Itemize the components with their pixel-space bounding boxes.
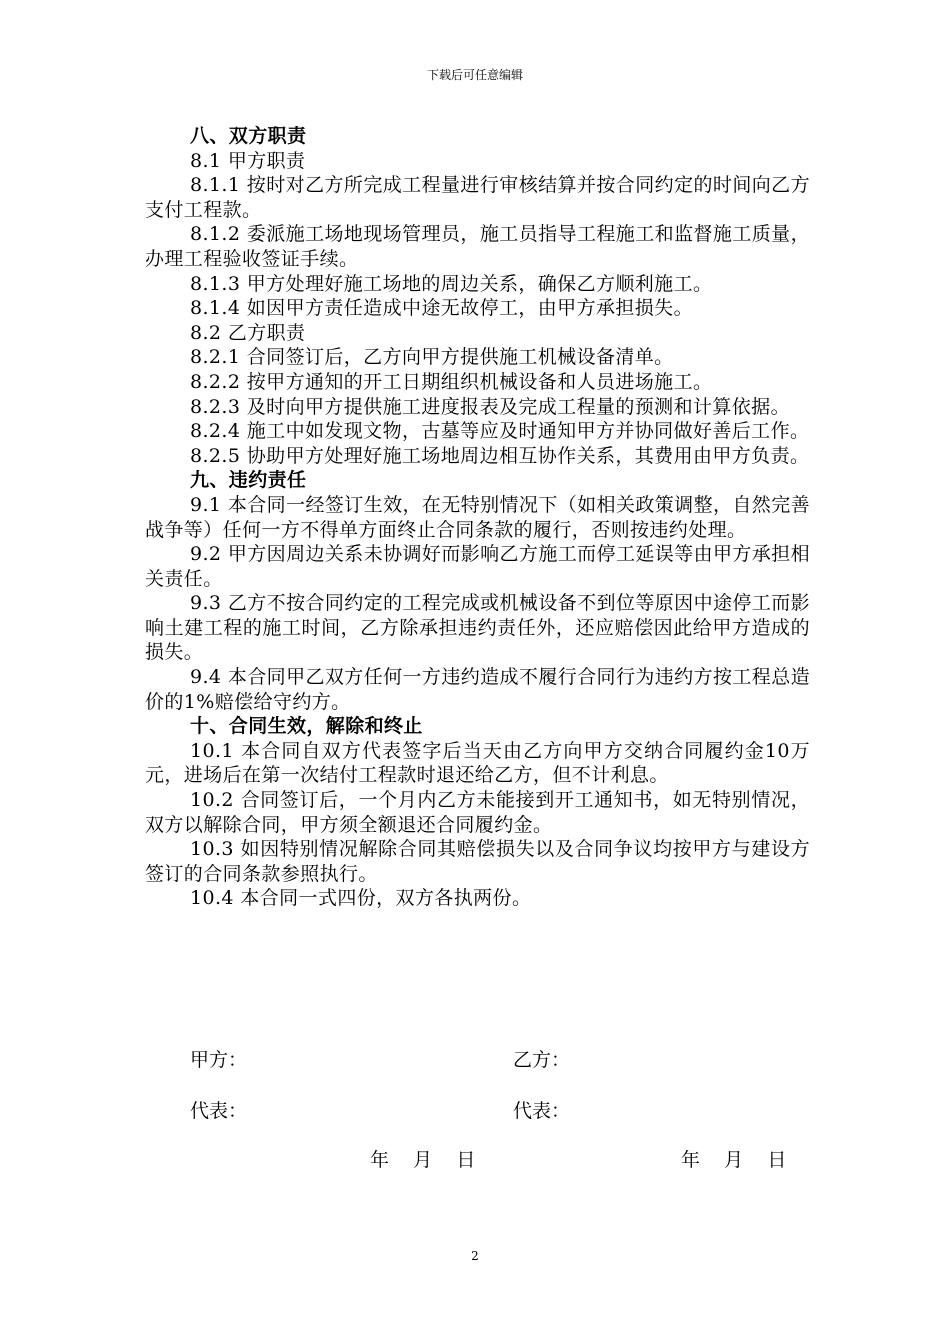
paragraph: 9.2 甲方因周边关系未协调好而影响乙方施工而停工延误等由甲方承担相关责任。 [145, 543, 810, 590]
section-heading: 九、违约责任 [190, 469, 307, 492]
paragraph: 8.2.1 合同签订后，乙方向甲方提供施工机械设备清单。 [190, 346, 674, 369]
date-b: 年 月 日 [681, 1149, 787, 1171]
page-number: 2 [471, 1249, 479, 1263]
paragraph: 8.1.2 委派施工场地现场管理员，施工员指导工程施工和监督施工质量，办理工程验收签证手续。 [145, 223, 810, 270]
party-b-label: 乙方： [513, 1049, 571, 1071]
paragraph: 9.4 本合同甲乙双方任何一方违约造成不履行合同行为违约方按工程总造价的1%赔偿给守约方。 [145, 666, 810, 713]
paragraph: 8.1.3 甲方处理好施工场地的周边关系，确保乙方顺利施工。 [190, 272, 713, 295]
paragraph: 10.3 如因特别情况解除合同其赔偿损失以及合同争议均按甲方与建设方签订的合同条款参照执行。 [145, 838, 810, 885]
paragraph: 8.1 甲方职责 [190, 149, 306, 172]
paragraph: 8.1.4 如因甲方责任造成中途无故停工，由甲方承担损失。 [190, 297, 693, 320]
document-body [145, 124, 810, 911]
paragraph: 8.2.4 施工中如发现文物，古墓等应及时通知甲方并协同做好善后工作。 [190, 420, 810, 443]
section-heading: 十、合同生效，解除和终止 [190, 715, 423, 738]
section-heading: 八、双方职责 [190, 125, 307, 147]
paragraph: 10.1 本合同自双方代表签字后当天由乙方向甲方交纳合同履约金10万元，进场后在第一次结付工程款时退还给乙方，但不计利息。 [145, 739, 810, 787]
paragraph: 8.2.3 及时向甲方提供施工进度报表及完成工程量的预测和计算依据。 [190, 395, 790, 418]
paragraph: 10.4 本合同一式四份，双方各执两份。 [190, 887, 532, 910]
paragraph: 8.2.5 协助甲方处理好施工场地周边相互协作关系，其费用由甲方负责。 [190, 444, 810, 467]
page-header: 下载后可任意编辑 [426, 68, 523, 82]
paragraph: 9.1 本合同一经签订生效，在无特别情况下（如相关政策调整，自然完善战争等）任何一方不得单方面终止合同条款的履行，否则按违约处理。 [145, 493, 810, 541]
representative-a-label: 代表： [190, 1100, 248, 1122]
party-a-label: 甲方： [190, 1049, 248, 1071]
paragraph: 9.3 乙方不按合同约定的工程完成或机械设备不到位等原因中途停工而影响土建工程的施工时间，乙方除承担违约责任外，还应赔偿因此给甲方造成的损失。 [145, 592, 810, 664]
paragraph: 8.2.2 按甲方通知的开工日期组织机械设备和人员进场施工。 [190, 370, 713, 393]
paragraph: 10.2 合同签订后，一个月内乙方未能接到开工通知书，如无特别情况，双方以解除合同，甲方须全额退还合同履约金。 [145, 789, 810, 836]
paragraph: 8.2 乙方职责 [190, 321, 306, 344]
date-a: 年 月 日 [370, 1149, 476, 1171]
paragraph: 8.1.1 按时对乙方所完成工程量进行审核结算并按合同约定的时间向乙方支付工程款。 [145, 174, 810, 221]
representative-b-label: 代表： [513, 1100, 571, 1122]
